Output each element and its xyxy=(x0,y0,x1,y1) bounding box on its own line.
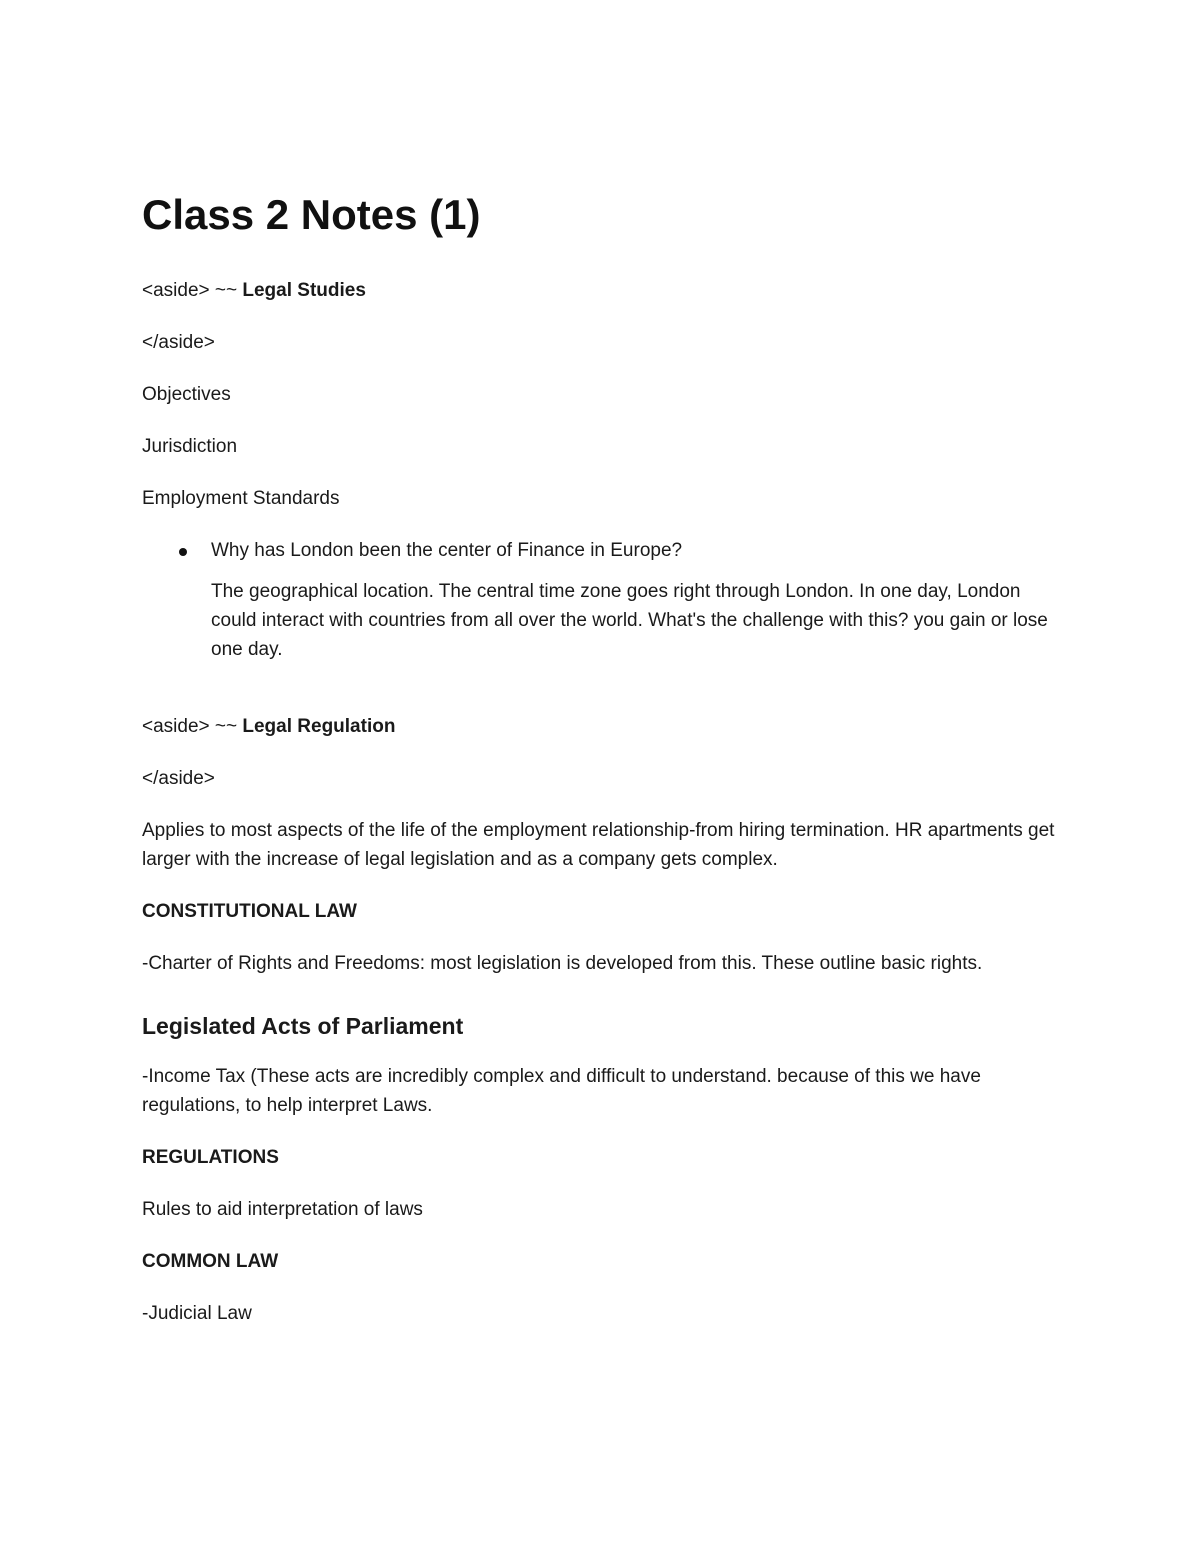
common-law-heading: COMMON LAW xyxy=(142,1251,279,1272)
page-title: Class 2 Notes (1) xyxy=(142,191,481,238)
bullet-answer: The geographical location. The central time zone goes right through London. In one day, London could interact with countries from all over the world. What's the challenge with this? you gain or lose one day. xyxy=(211,581,1048,660)
acts-heading: Legislated Acts of Parliament xyxy=(142,1013,464,1039)
list-item xyxy=(142,536,1062,565)
aside-open-legal-regulation xyxy=(142,712,1062,741)
constitutional-law-heading: CONSTITUTIONAL LAW xyxy=(142,901,357,922)
aside-close-tag: </aside> xyxy=(142,332,215,353)
item-jurisdiction: Jurisdiction xyxy=(142,436,238,457)
common-law-text: -Judicial Law xyxy=(142,1303,252,1324)
aside-label-legal-studies: Legal Studies xyxy=(242,280,366,301)
aside-label-legal-regulation: Legal Regulation xyxy=(242,716,396,737)
acts-text: -Income Tax (These acts are incredibly complex and difficult to understand. because of this we have regulations, to help interpret Laws. xyxy=(142,1066,981,1116)
item-objectives: Objectives xyxy=(142,384,231,405)
aside-close-tag: </aside> xyxy=(142,768,215,789)
item-employment-standards: Employment Standards xyxy=(142,488,340,509)
bullet-list xyxy=(142,536,1062,565)
aside-open-tag: <aside> ~~ xyxy=(142,280,238,301)
constitutional-law-text: -Charter of Rights and Freedoms: most legislation is developed from this. These outline basic rights. xyxy=(142,953,983,974)
regulations-heading: REGULATIONS xyxy=(142,1147,279,1168)
bullet-question: Why has London been the center of Finance in Europe? xyxy=(211,540,683,561)
aside-open-legal-studies xyxy=(142,276,1062,305)
aside-open-tag: <aside> ~~ xyxy=(142,716,238,737)
regulation-paragraph: Applies to most aspects of the life of the employment relationship-from hiring termination. HR apartments get larger with the increase of legal legislation and as a company gets complex. xyxy=(142,820,1055,870)
regulations-text: Rules to aid interpretation of laws xyxy=(142,1199,423,1220)
document-page xyxy=(142,190,1062,1351)
bullet-icon xyxy=(179,548,187,556)
